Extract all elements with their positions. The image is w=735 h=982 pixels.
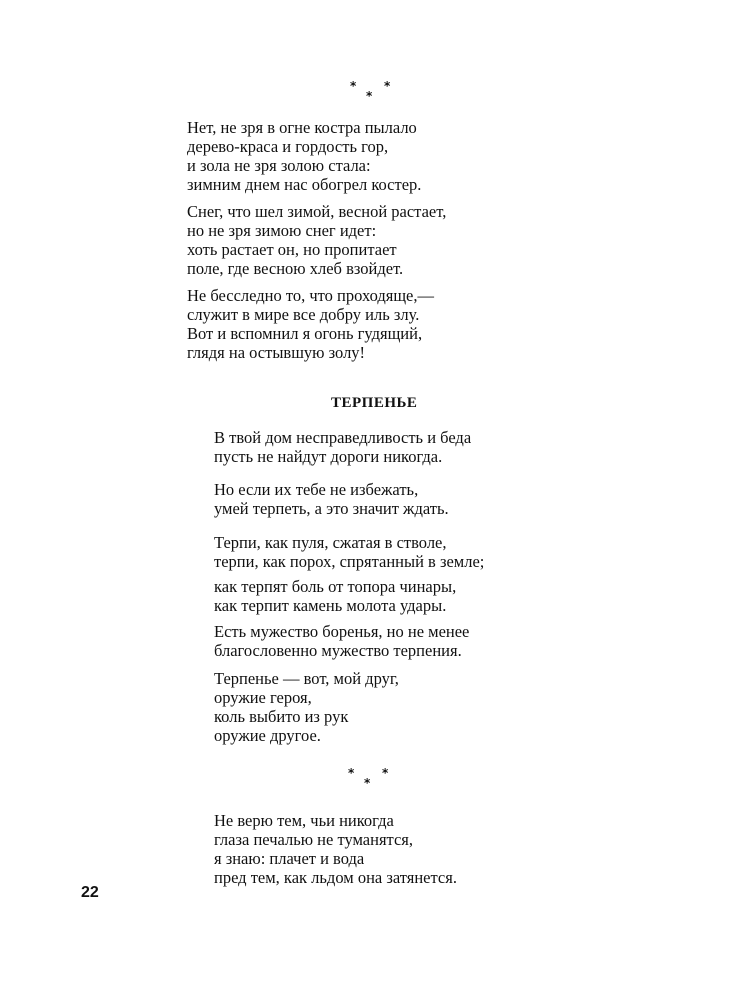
verse-line: Терпи, как пуля, сжатая в стволе,: [214, 533, 447, 552]
verse-line: хоть растает он, но пропитает: [187, 240, 397, 259]
verse-line: служит в мире все добру иль злу.: [187, 305, 420, 324]
poem1-stanza-1: [187, 118, 421, 194]
poem1-separator: [350, 80, 410, 104]
verse-line: поле, где весною хлеб взойдет.: [187, 259, 404, 278]
verse-line: благословенно мужество терпения.: [214, 641, 462, 660]
verse-line: но не зря зимою снег идет:: [187, 221, 377, 240]
asterisk: *: [364, 776, 371, 790]
verse-line: глядя на остывшую золу!: [187, 343, 366, 362]
verse-line: Вот и вспомнил я огонь гудящий,: [187, 324, 423, 343]
poem2-stanza-1: [214, 428, 471, 466]
verse-line: В твой дом несправедливость и беда: [214, 428, 472, 447]
verse-line: Нет, не зря в огне костра пылало: [187, 118, 417, 137]
poem2-stanza-4: [214, 577, 456, 615]
poem3-separator: [348, 767, 408, 791]
poem2-stanza-2: [214, 480, 449, 518]
verse-line: и зола не зря золою стала:: [187, 156, 371, 175]
verse-line: умей терпеть, а это значит ждать.: [214, 499, 449, 518]
verse-line: оружие другое.: [214, 726, 321, 745]
poem2-stanza-6: [214, 669, 399, 745]
verse-line: пред тем, как льдом она затянется.: [214, 868, 457, 887]
verse-line: Снег, что шел зимой, весной растает,: [187, 202, 447, 221]
poem1-stanza-3: [187, 286, 434, 362]
verse-line: пусть не найдут дороги никогда.: [214, 447, 443, 466]
verse-line: глаза печалью не туманятся,: [214, 830, 413, 849]
asterisk: *: [366, 89, 373, 103]
verse-line: терпи, как порох, спрятанный в земле;: [214, 552, 485, 571]
asterisk: *: [382, 766, 389, 780]
poem2-title: ТЕРПЕНЬЕ: [331, 395, 418, 411]
poem3-stanza-1: [214, 811, 457, 887]
verse-line: зимним днем нас обогрел костер.: [187, 175, 422, 194]
poem1-stanza-2: [187, 202, 446, 278]
verse-line: оружие героя,: [214, 688, 312, 707]
verse-line: Есть мужество боренья, но не менее: [214, 622, 470, 641]
page-number: 22: [81, 884, 99, 901]
verse-line: как терпят боль от топора чинары,: [214, 577, 457, 596]
verse-line: как терпит камень молота удары.: [214, 596, 447, 615]
asterisk: *: [384, 79, 391, 93]
verse-line: Не бесследно то, что проходяще,—: [187, 286, 434, 305]
verse-line: Не верю тем, чьи никогда: [214, 811, 394, 830]
asterisk: *: [350, 79, 357, 93]
verse-line: Но если их тебе не избежать,: [214, 480, 419, 499]
poem2-stanza-3: [214, 533, 484, 571]
verse-line: коль выбито из рук: [214, 707, 349, 726]
asterisk: *: [348, 766, 355, 780]
verse-line: дерево-краса и гордость гор,: [187, 137, 389, 156]
verse-line: я знаю: плачет и вода: [214, 849, 365, 868]
poem2-stanza-5: [214, 622, 469, 660]
verse-line: Терпенье — вот, мой друг,: [214, 669, 399, 688]
